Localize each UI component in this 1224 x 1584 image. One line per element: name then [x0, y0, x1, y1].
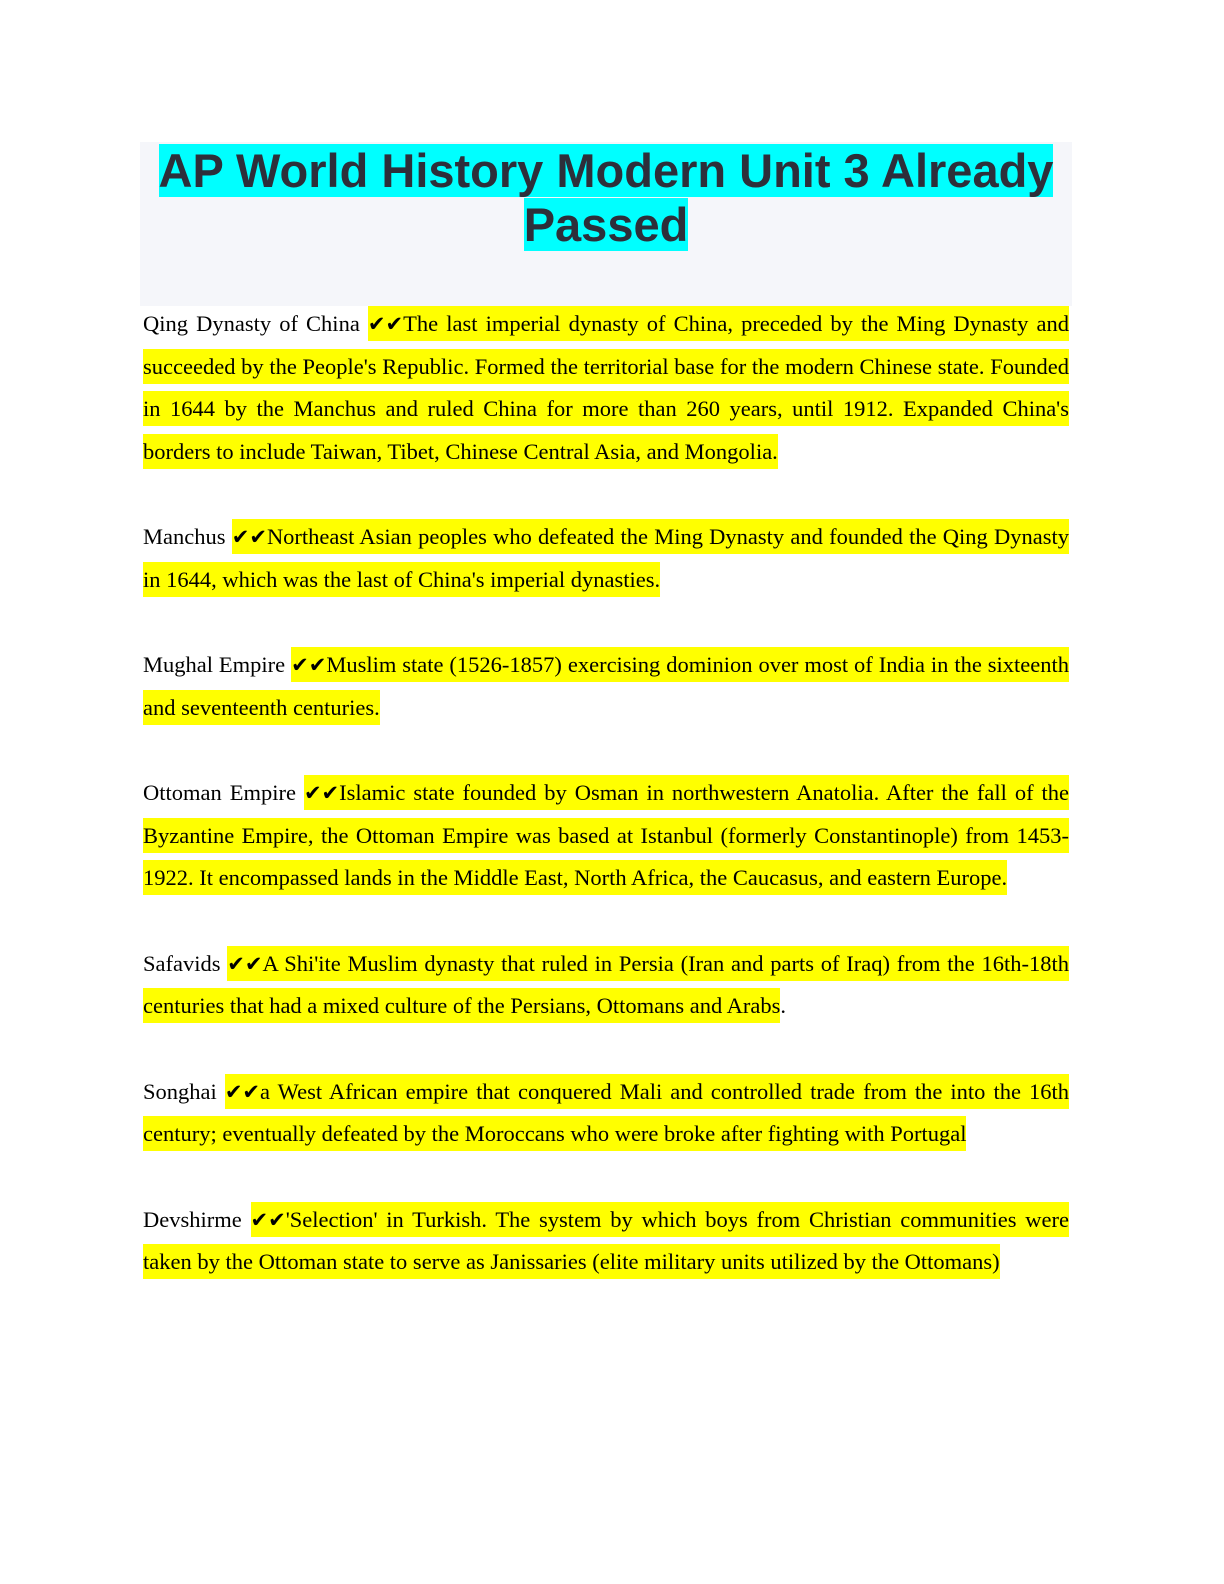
- entry-term: Devshirme: [143, 1206, 242, 1232]
- entry-definition: The last imperial dynasty of China, preceded by the Ming Dynasty and succeeded by the People's Republic. Formed the territorial base for the modern Chinese state. Founded in 1644 by the Manchus and ruled China for more than 260 years, until 1912. Expanded China's borders to include Taiwan, Tibet, Chinese Central Asia, and Mongolia.: [143, 311, 1070, 464]
- document-title-text: AP World History Modern Unit 3 Already Passed: [158, 144, 1054, 251]
- glossary-entry: [143, 772, 1069, 900]
- double-check-icon: ✔✔: [231, 525, 267, 549]
- entry-highlight: [143, 1074, 1069, 1152]
- entry-term: Ottoman Empire: [143, 780, 296, 805]
- entry-term: Songhai: [143, 1078, 217, 1104]
- entry-term: Mughal Empire: [143, 652, 286, 677]
- glossary-entry: [143, 943, 1069, 1028]
- entry-term: Safavids: [143, 950, 221, 976]
- entry-definition: Islamic state founded by Osman in northwestern Anatolia. After the fall of the Byzantine Empire, the Ottoman Empire was based at Istanbul (formerly Constantinople) from 1453-1922. It encompassed lands in the Middle East, North Africa, the Caucasus, and eastern Europe.: [143, 780, 1070, 890]
- double-check-icon: ✔✔: [250, 1207, 286, 1232]
- title-banner: [140, 142, 1072, 306]
- glossary-entry: [143, 303, 1069, 473]
- document-body: [143, 303, 1069, 1327]
- double-check-icon: ✔✔: [367, 312, 404, 336]
- entry-highlight: [143, 1202, 1069, 1280]
- entry-definition: a West African empire that conquered Mali and controlled trade from the into the 16th century; eventually defeated by the Moroccans who were broke after fighting with Portugal: [143, 1078, 1070, 1146]
- entry-tail: .: [780, 993, 786, 1018]
- entry-term: Manchus: [143, 524, 226, 549]
- double-check-icon: ✔✔: [303, 781, 340, 805]
- entry-highlight: [143, 946, 1069, 1024]
- double-check-icon: ✔✔: [291, 653, 327, 677]
- double-check-icon: ✔✔: [224, 1079, 261, 1104]
- document-title: [140, 142, 1072, 252]
- glossary-entry: [143, 1199, 1069, 1284]
- entry-definition: 'Selection' in Turkish. The system by which boys from Christian communities were taken by the Ottoman state to serve as Janissaries (elite military units utilized by the Ottomans): [143, 1206, 1070, 1274]
- entry-definition: Northeast Asian peoples who defeated the Ming Dynasty and founded the Qing Dynasty in 1644, which was the last of China's imperial dynasties.: [143, 524, 1070, 592]
- entry-term: Qing Dynasty of China: [143, 311, 360, 336]
- entry-definition: Muslim state (1526-1857) exercising dominion over most of India in the sixteenth and seventeenth centuries.: [143, 652, 1069, 720]
- glossary-entry: [143, 1071, 1069, 1156]
- entry-definition: A Shi'ite Muslim dynasty that ruled in Persia (Iran and parts of Iraq) from the 16th-18th centuries that had a mixed culture of the Persians, Ottomans and Arabs: [143, 950, 1069, 1018]
- glossary-entry: [143, 644, 1069, 729]
- double-check-icon: ✔✔: [227, 951, 263, 976]
- glossary-entry: [143, 516, 1069, 601]
- entry-highlight: [143, 519, 1069, 597]
